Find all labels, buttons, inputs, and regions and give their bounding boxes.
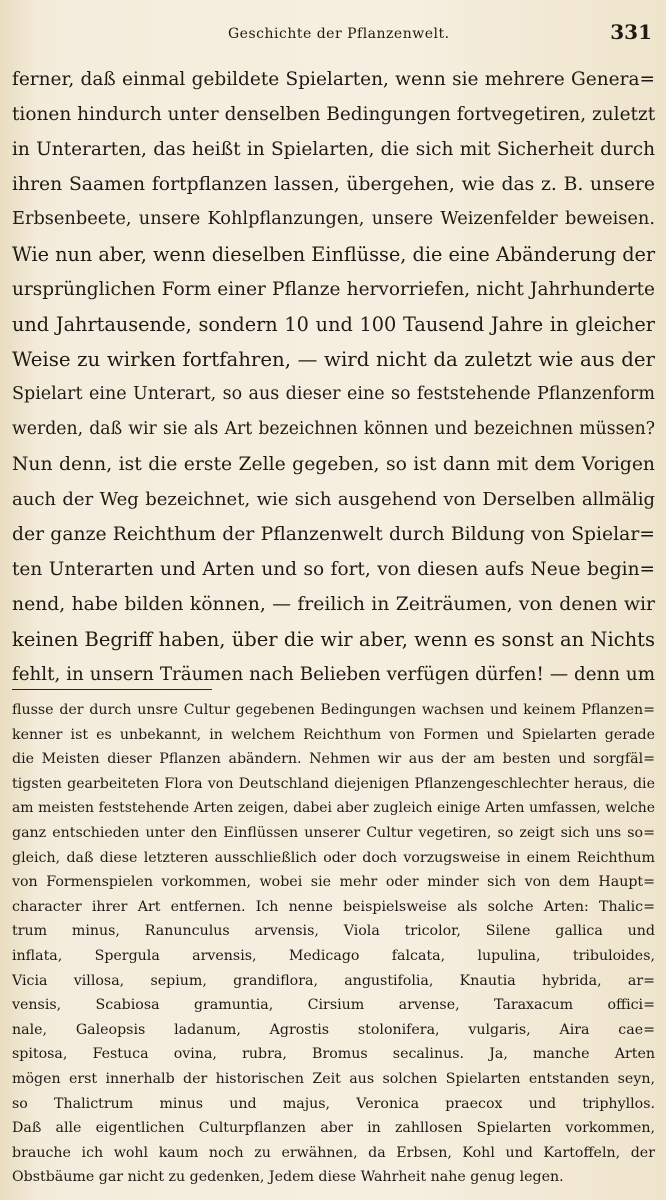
footnote-line: am meisten feststehende Arten zeigen, dabei aber zugleich einige Arten umfassen, welche	[12, 800, 655, 817]
text-line: der ganze Reichthum der Pflanzenwelt durch Bildung von Spielar=	[12, 524, 655, 545]
footnote-line: flusse der durch unsre Cultur gegebenen Bedingungen wachsen und keinem Pflanzen=	[12, 702, 655, 718]
text-line: Spielart eine Unterart, so aus dieser eine so feststehende Pflanzenform	[12, 384, 655, 404]
text-line: keinen Begriff haben, über die wir aber, wenn es sonst an Nichts	[12, 628, 655, 651]
footnote-line: so Thalictrum minus und majus, Veronica praecox und triphyllos.	[12, 1095, 655, 1112]
text-line: tionen hindurch unter denselben Bedingungen fortvegetiren, zuletzt	[12, 104, 656, 125]
footnote-line: kenner ist es unbekannt, in welchem Reichthum von Formen und Spielarten gerade	[12, 726, 655, 743]
footnote-line: brauche ich wohl kaum noch zu erwähnen, da Erbsen, Kohl und Kartoffeln, der	[12, 1144, 655, 1161]
text-line: Weise zu wirken fortfahren, — wird nicht da zuletzt wie aus der	[12, 348, 655, 371]
text-line: auch der Weg bezeichnet, wie sich ausgehend von Derselben allmälig	[12, 489, 655, 510]
text-line: ursprünglichen Form einer Pflanze hervorriefen, nicht Jahrhunderte	[12, 279, 655, 300]
footnote-line: inflata, Spergula arvensis, Medicago falcata, lupulina, tribuloides,	[12, 947, 655, 964]
text-line: ihren Saamen fortpflanzen lassen, übergehen, wie das z. B. unsere	[12, 174, 655, 195]
text-line: und Jahrtausende, sondern 10 und 100 Tausend Jahre in gleicher	[12, 313, 655, 336]
footnote-line: Obstbäume gar nicht zu gedenken, Jedem diese Wahrheit nahe genug legen.	[12, 1169, 564, 1186]
text-line: nend, habe bilden können, — freilich in Zeiträumen, von denen wir	[12, 594, 655, 615]
text-line: fehlt, in unsern Träumen nach Belieben verfügen dürfen! — denn um	[12, 664, 655, 685]
footnote-line: Daß alle eigentlichen Culturpflanzen aber in zahllosen Spielarten vorkommen,	[12, 1120, 655, 1137]
text-line: Erbsenbeete, unsere Kohlpflanzungen, unsere Weizenfelder beweisen.	[12, 209, 655, 229]
footnote-line: die Meisten dieser Pflanzen abändern. Nehmen wir aus der am besten und sorgfäl=	[12, 751, 655, 768]
footnote-line: Vicia villosa, sepium, grandiflora, angustifolia, Knautia hybrida, ar=	[12, 972, 655, 989]
running-head: Geschichte der Pflanzenwelt.	[228, 26, 450, 42]
footnote-line: vensis, Scabiosa gramuntia, Cirsium arvense, Taraxacum offici=	[12, 997, 655, 1014]
text-line: ferner, daß einmal gebildete Spielarten, wenn sie mehrere Genera=	[12, 69, 655, 90]
footnote-line: mögen erst innerhalb der historischen Zeit aus solchen Spielarten entstanden seyn,	[12, 1070, 655, 1087]
text-line: werden, daß wir sie als Art bezeichnen können und bezeichnen müssen?	[12, 419, 655, 439]
footnote-line: trum minus, Ranunculus arvensis, Viola tricolor, Silene gallica und	[12, 923, 655, 940]
footnote-line: character ihrer Art entfernen. Ich nenne beispielsweise als solche Arten: Thalic=	[12, 898, 655, 915]
text-line: ten Unterarten und Arten und so fort, von diesen aufs Neue begin=	[12, 559, 655, 580]
main-text-block	[12, 62, 655, 692]
footnote-line: nale, Galeopsis ladanum, Agrostis stolonifera, vulgaris, Aira cae=	[12, 1021, 655, 1038]
footnote-line: gleich, daß diese letzteren ausschließlich oder doch vorzugsweise in einem Reichthum	[12, 849, 655, 866]
text-line: Wie nun aber, wenn dieselben Einflüsse, die eine Abänderung der	[12, 243, 656, 266]
text-line: Nun denn, ist die erste Zelle gegeben, so ist dann mit dem Vorigen	[12, 454, 655, 475]
text-line: in Unterarten, das heißt in Spielarten, die sich mit Sicherheit durch	[12, 139, 655, 160]
footnote-line: spitosa, Festuca ovina, rubra, Bromus secalinus. Ja, manche Arten	[12, 1046, 655, 1063]
footnote-line: tigsten gearbeiteten Flora von Deutschland diejenigen Pflanzengeschlechter heraus, die	[12, 775, 655, 792]
footnote-block	[12, 698, 655, 1190]
footnote-divider	[12, 689, 212, 690]
page-header	[0, 18, 666, 48]
footnote-line: von Formenspielen vorkommen, wobei sie mehr oder minder sich von dem Haupt=	[12, 874, 655, 891]
footnote-line: ganz entschieden unter den Einflüssen unserer Cultur vegetiren, so zeigt sich uns so=	[12, 824, 655, 841]
page-number: 331	[610, 20, 652, 44]
